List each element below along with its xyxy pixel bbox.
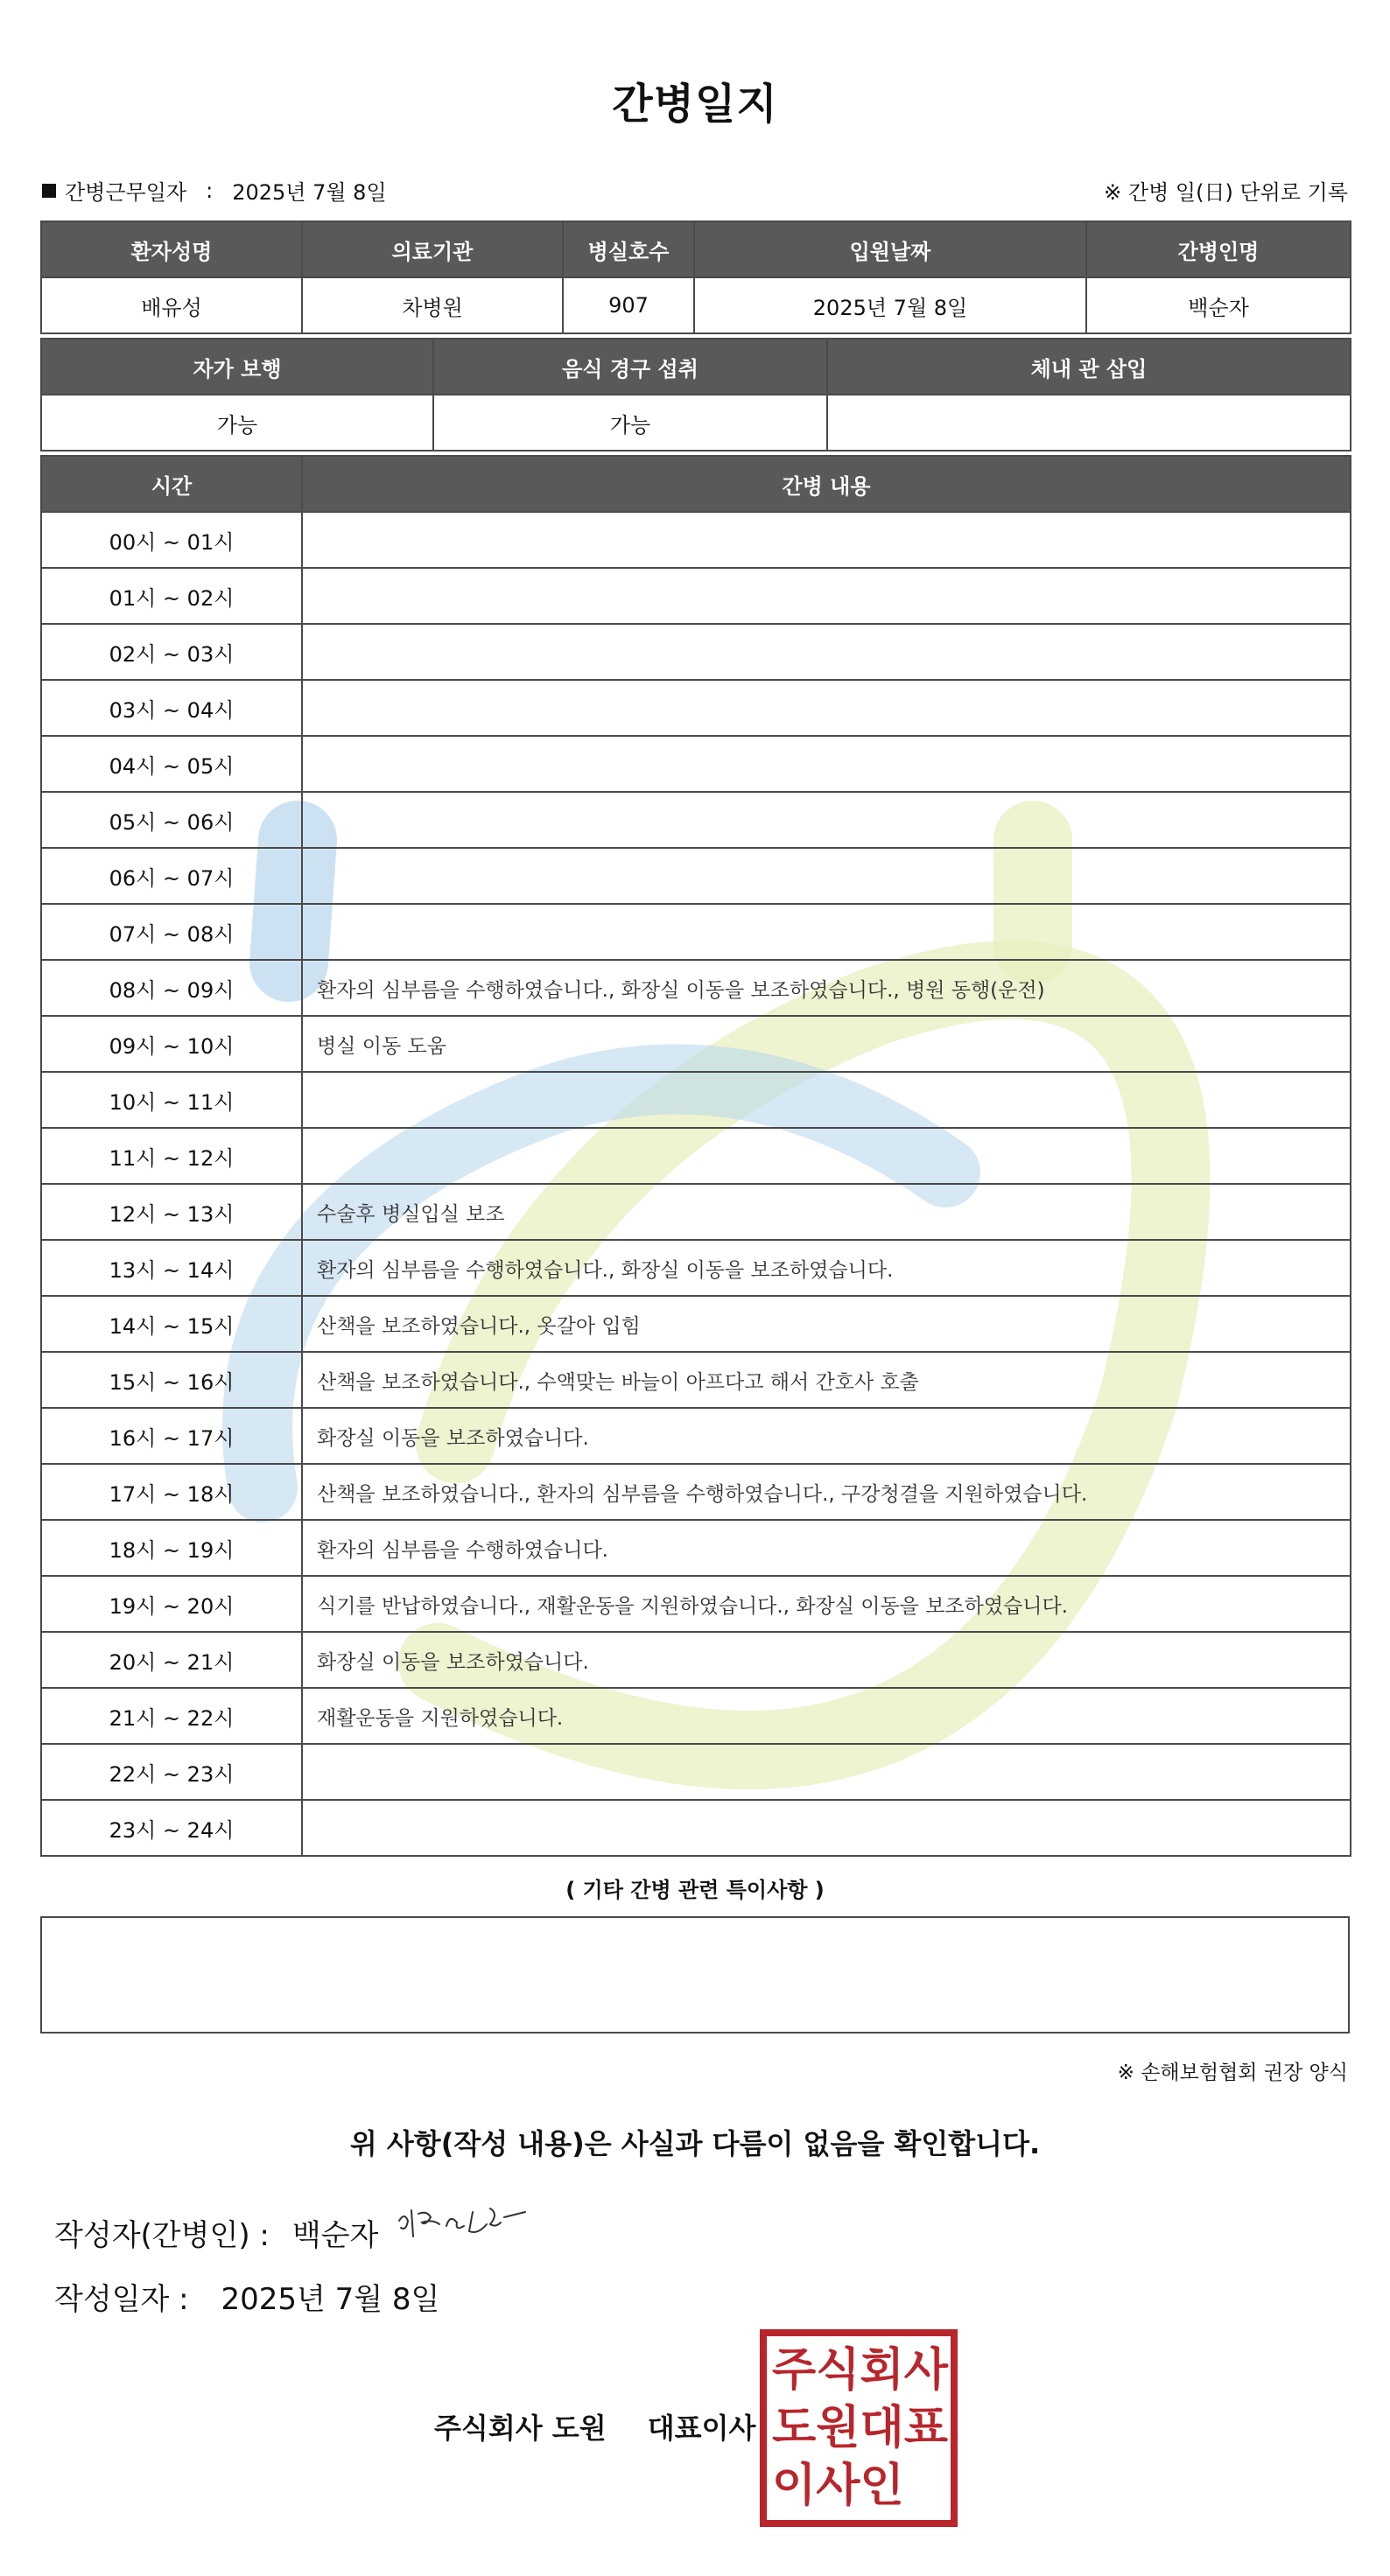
log-content <box>302 624 1351 680</box>
log-time: 21시 ~ 22시 <box>41 1688 302 1744</box>
log-time: 18시 ~ 19시 <box>41 1520 302 1576</box>
seal-char: 사 <box>903 2344 948 2397</box>
log-time: 07시 ~ 08시 <box>41 904 302 960</box>
header-caregiver: 간병인명 <box>1086 221 1351 277</box>
patient-status-table <box>40 338 1351 452</box>
seal-char: 회 <box>860 2344 904 2397</box>
log-time: 10시 ~ 11시 <box>41 1072 302 1128</box>
seal-char: 식 <box>816 2344 860 2397</box>
log-row <box>41 1016 1351 1072</box>
log-content: 화장실 이동을 보조하였습니다. <box>302 1408 1351 1464</box>
log-row <box>41 1688 1351 1744</box>
log-content <box>302 904 1351 960</box>
header-room: 병실호수 <box>563 221 694 277</box>
patient-name: 배유성 <box>41 277 302 333</box>
log-row <box>41 792 1351 848</box>
log-content: 수술후 병실입실 보조 <box>302 1184 1351 1240</box>
seal-char: 원 <box>816 2402 860 2454</box>
seal-char: 이 <box>772 2460 817 2512</box>
write-date-line <box>54 2275 439 2318</box>
log-content <box>302 568 1351 624</box>
log-content: 산책을 보조하였습니다., 수액맞는 바늘이 아프다고 해서 간호사 호출 <box>302 1352 1351 1408</box>
log-time: 20시 ~ 21시 <box>41 1632 302 1688</box>
log-row <box>41 1240 1351 1296</box>
log-time: 14시 ~ 15시 <box>41 1296 302 1352</box>
log-time: 13시 ~ 14시 <box>41 1240 302 1296</box>
log-row <box>41 1296 1351 1352</box>
log-content <box>302 1072 1351 1128</box>
log-row <box>41 512 1351 568</box>
log-content: 산책을 보조하였습니다., 옷갈아 입힘 <box>302 1296 1351 1352</box>
log-row <box>41 1072 1351 1128</box>
writer-name: 백순자 <box>291 2218 379 2253</box>
log-content <box>302 736 1351 792</box>
log-row <box>41 1576 1351 1632</box>
log-time: 17시 ~ 18시 <box>41 1464 302 1520</box>
notes-box <box>40 1916 1350 2034</box>
caregiver-name: 백순자 <box>1086 277 1351 333</box>
company-name: 주식회사 도원 <box>434 2412 607 2445</box>
log-time: 09시 ~ 10시 <box>41 1016 302 1072</box>
header-oral-intake: 음식 경구 섭취 <box>433 339 827 395</box>
handwritten-signature <box>392 2196 541 2249</box>
write-date-value: 2025년 7월 8일 <box>221 2282 440 2317</box>
work-date-value: 2025년 7월 8일 <box>232 180 387 205</box>
room-number: 907 <box>563 277 694 333</box>
log-row <box>41 680 1351 736</box>
log-row <box>41 848 1351 904</box>
log-row <box>41 1464 1351 1520</box>
company-line <box>434 2406 755 2446</box>
log-row <box>41 1408 1351 1464</box>
log-time: 02시 ~ 03시 <box>41 624 302 680</box>
page-title: 간병일지 <box>612 80 778 129</box>
work-date <box>42 175 387 206</box>
log-content: 식기를 반납하였습니다., 재활운동을 지원하였습니다., 화장실 이동을 보조하였습니다. <box>302 1576 1351 1632</box>
log-time: 00시 ~ 01시 <box>41 512 302 568</box>
work-date-colon: : <box>206 178 214 203</box>
log-row <box>41 1632 1351 1688</box>
log-time: 16시 ~ 17시 <box>41 1408 302 1464</box>
write-date-label: 작성일자 : <box>54 2282 189 2317</box>
header-tube-insertion: 체내 관 삽입 <box>827 339 1351 395</box>
log-time: 11시 ~ 12시 <box>41 1128 302 1184</box>
log-row <box>41 1520 1351 1576</box>
log-content <box>302 512 1351 568</box>
log-time: 23시 ~ 24시 <box>41 1800 302 1856</box>
log-time: 15시 ~ 16시 <box>41 1352 302 1408</box>
company-role: 대표이사 <box>647 2412 756 2445</box>
bullet-square-icon <box>42 184 56 198</box>
log-time: 03시 ~ 04시 <box>41 680 302 736</box>
patient-info-table <box>40 220 1351 334</box>
self-walking-value: 가능 <box>41 395 433 451</box>
header-care-content: 간병 내용 <box>302 456 1351 512</box>
header-hospital: 의료기관 <box>302 221 563 277</box>
log-time: 01시 ~ 02시 <box>41 568 302 624</box>
log-row <box>41 960 1351 1016</box>
log-row <box>41 1352 1351 1408</box>
care-log-table <box>40 455 1351 1857</box>
header-patient-name: 환자성명 <box>41 221 302 277</box>
log-content <box>302 848 1351 904</box>
log-time: 04시 ~ 05시 <box>41 736 302 792</box>
oral-intake-value: 가능 <box>433 395 827 451</box>
seal-char: 주 <box>772 2344 817 2397</box>
form-note: ※ 손해보험협회 권장 양식 <box>1117 2062 1348 2084</box>
log-content: 산책을 보조하였습니다., 환자의 심부름을 수행하였습니다., 구강청결을 지원하였습니다. <box>302 1464 1351 1520</box>
log-row <box>41 904 1351 960</box>
log-content <box>302 792 1351 848</box>
writer-line <box>54 2211 378 2254</box>
log-time: 19시 ~ 20시 <box>41 1576 302 1632</box>
header-time: 시간 <box>41 456 302 512</box>
seal-char: 사 <box>816 2460 860 2512</box>
log-time: 22시 ~ 23시 <box>41 1744 302 1800</box>
tube-insertion-value <box>827 395 1351 451</box>
work-date-label: 간병근무일자 <box>65 180 187 205</box>
log-row <box>41 1128 1351 1184</box>
log-time: 06시 ~ 07시 <box>41 848 302 904</box>
log-content: 환자의 심부름을 수행하였습니다. <box>302 1520 1351 1576</box>
log-time: 08시 ~ 09시 <box>41 960 302 1016</box>
header-admission-date: 입원날짜 <box>694 221 1086 277</box>
seal-char: 도 <box>772 2402 817 2454</box>
log-time: 12시 ~ 13시 <box>41 1184 302 1240</box>
header-self-walking: 자가 보행 <box>41 339 433 395</box>
log-content <box>302 1744 1351 1800</box>
hospital-name: 차병원 <box>302 277 563 333</box>
admission-date: 2025년 7월 8일 <box>694 277 1086 333</box>
log-content: 화장실 이동을 보조하였습니다. <box>302 1632 1351 1688</box>
log-content <box>302 680 1351 736</box>
writer-label: 작성자(간병인) : <box>54 2218 270 2253</box>
company-seal-stamp <box>760 2329 958 2527</box>
notes-title: ( 기타 간병 관련 특이사항 ) <box>565 1878 825 1902</box>
seal-char: 표 <box>903 2402 948 2454</box>
log-row <box>41 624 1351 680</box>
log-content: 재활운동을 지원하였습니다. <box>302 1688 1351 1744</box>
log-row <box>41 736 1351 792</box>
log-content: 병실 이동 도움 <box>302 1016 1351 1072</box>
log-row <box>41 1744 1351 1800</box>
log-content <box>302 1128 1351 1184</box>
confirmation-statement: 위 사항(작성 내용)은 사실과 다름이 없음을 확인합니다. <box>349 2127 1041 2160</box>
log-content: 환자의 심부름을 수행하였습니다., 화장실 이동을 보조하였습니다. <box>302 1240 1351 1296</box>
log-row <box>41 1800 1351 1856</box>
seal-char: 대 <box>860 2402 904 2454</box>
log-content <box>302 1800 1351 1856</box>
seal-char: 인 <box>860 2460 904 2512</box>
log-row <box>41 568 1351 624</box>
record-note: ※ 간병 일(日) 단위로 기록 <box>1104 180 1348 205</box>
log-content: 환자의 심부름을 수행하였습니다., 화장실 이동을 보조하였습니다., 병원 동행(운전) <box>302 960 1351 1016</box>
log-row <box>41 1184 1351 1240</box>
log-time: 05시 ~ 06시 <box>41 792 302 848</box>
